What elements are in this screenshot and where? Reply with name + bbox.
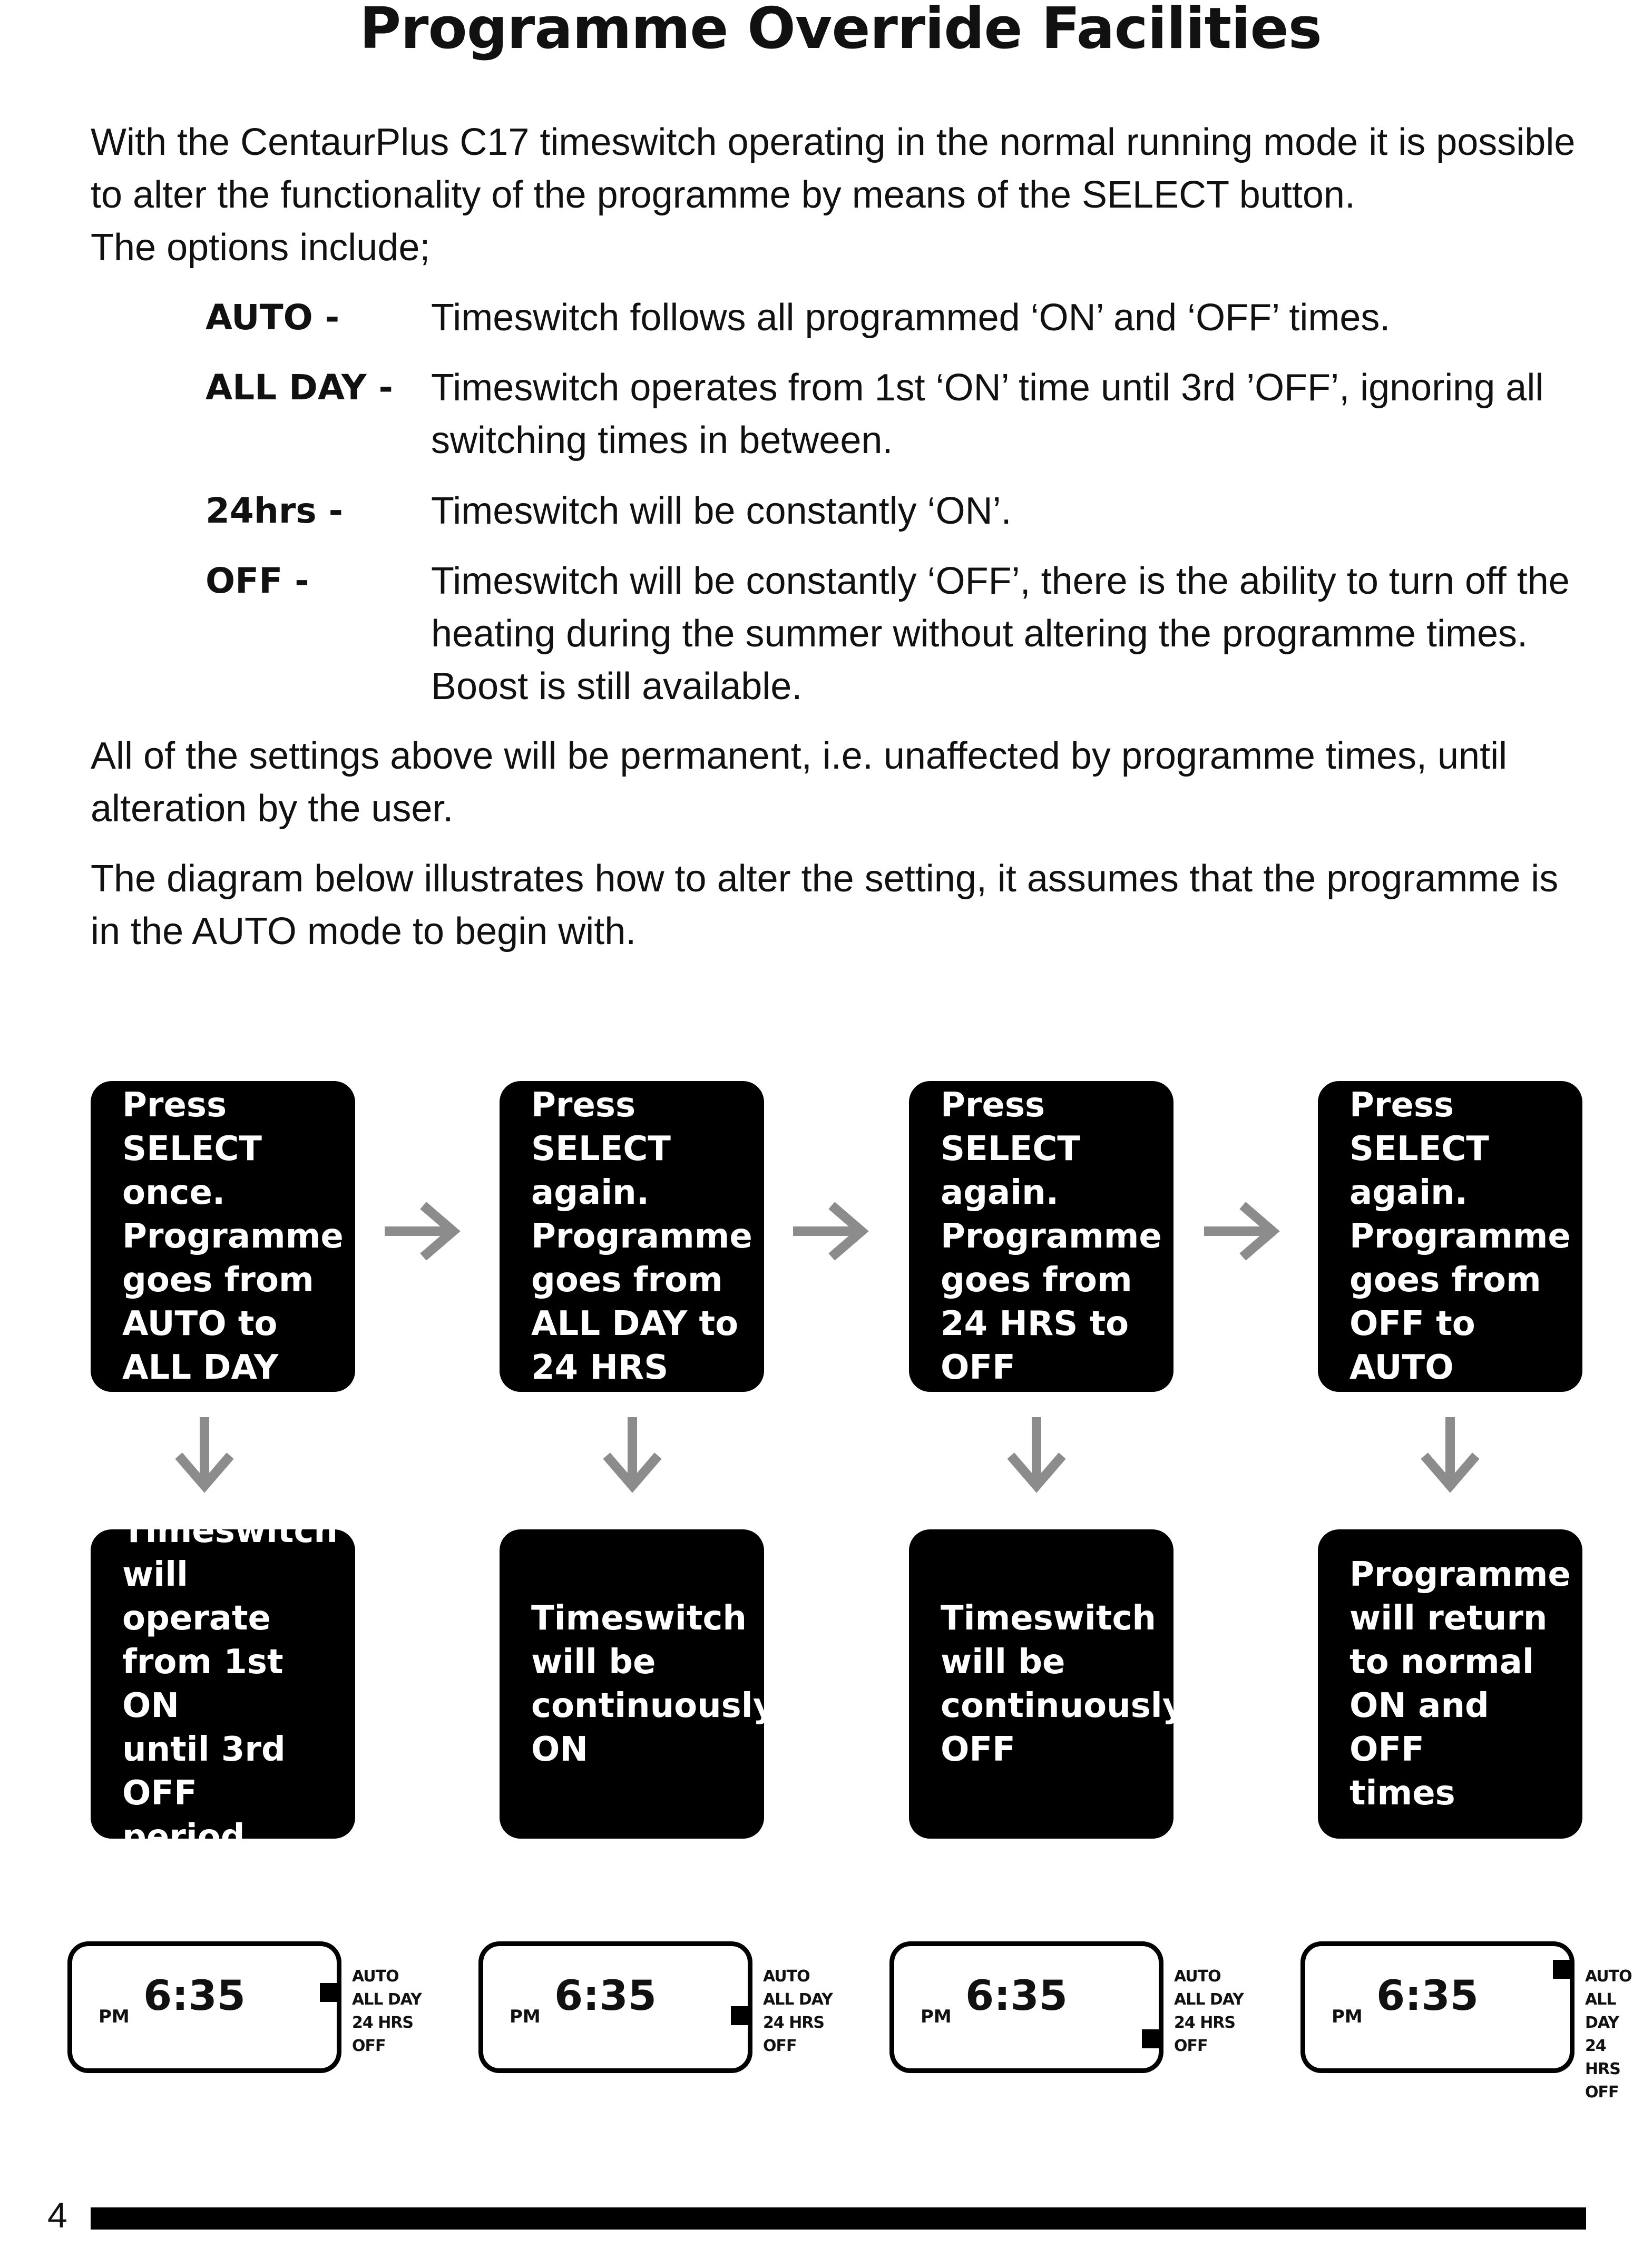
option-term: AUTO - [206, 297, 340, 338]
arrow-right-icon [793, 1202, 872, 1260]
mode-label: AUTO [352, 1967, 399, 1986]
lcd-display-2 [478, 1941, 752, 2073]
lcd-display-1 [67, 1941, 341, 2073]
arrow-down-icon [1421, 1417, 1479, 1496]
lcd-time: 6:35 [965, 1972, 1068, 2020]
result-text: Timeswitch will be continuously ON [531, 1598, 775, 1769]
action-text: Press SELECT once. Programme goes from AUTO to ALL DAY [122, 1085, 344, 1387]
action-box-3 [909, 1081, 1173, 1392]
option-description: Timeswitch will be constantly ‘ON’. [431, 490, 1012, 532]
action-text: Press SELECT again. Programme goes from OFF to AUTO [1349, 1085, 1571, 1387]
arrow-down-icon [603, 1417, 661, 1496]
mode-label: ALL DAY [763, 1990, 833, 2009]
action-text: Press SELECT again. Programme goes from 24 HRS to OFF [941, 1085, 1162, 1387]
result-box-4 [1318, 1529, 1582, 1839]
lcd-display-4 [1300, 1941, 1574, 2073]
permanent-note: All of the settings above will be permanent, i.e. unaffected by programme times, until alteration by the user. [91, 735, 1508, 830]
mode-label: OFF [352, 2037, 386, 2055]
lcd-display-3 [889, 1941, 1163, 2073]
mode-marker [320, 1983, 339, 2002]
option-term: 24hrs - [206, 490, 344, 531]
arrow-right-icon [1204, 1202, 1283, 1260]
result-text: Timeswitch will operate from 1st ON until 3rd OFF period [122, 1511, 338, 1857]
action-box-1 [91, 1081, 355, 1392]
intro-line-2: to alter the functionality of the programme by means of the SELECT button. [91, 174, 1355, 216]
mode-label: ALL DAY [352, 1990, 422, 2009]
mode-label: AUTO [1585, 1967, 1632, 1986]
lcd-time: 6:35 [1376, 1972, 1479, 2020]
option-description: Timeswitch operates from 1st ‘ON’ time until 3rd ’OFF’, ignoring all switching times in between. [431, 367, 1544, 462]
option-term: ALL DAY - [206, 367, 393, 408]
mode-label: ALL DAY [1585, 1990, 1619, 2032]
page-number: 4 [47, 2195, 67, 2235]
mode-label: AUTO [1174, 1967, 1221, 1986]
mode-label: 24 HRS [1174, 2014, 1236, 2032]
arrow-down-icon [1008, 1417, 1065, 1496]
diagram-note: The diagram below illustrates how to alter the setting, it assumes that the programme is in the AUTO mode to begin with. [91, 858, 1559, 953]
action-box-2 [500, 1081, 764, 1392]
intro-paragraph [91, 116, 1598, 274]
lcd-period: PM [510, 2006, 541, 2027]
lcd-period: PM [1332, 2006, 1363, 2027]
lcd-time: 6:35 [143, 1972, 246, 2020]
mode-label: OFF [1174, 2037, 1208, 2055]
mode-label: OFF [1585, 2083, 1619, 2102]
mode-label: OFF [763, 2037, 797, 2055]
mode-list-4 [1585, 1965, 1643, 2104]
action-text: Press SELECT again. Programme goes from ALL DAY to 24 HRS [531, 1085, 752, 1387]
intro-line-3: The options include; [91, 227, 431, 269]
footer-bar [91, 2207, 1586, 2230]
arrow-right-icon [385, 1202, 464, 1260]
mode-label: AUTO [763, 1967, 810, 1986]
mode-list-3 [1174, 1965, 1244, 2058]
option-term: OFF - [206, 561, 309, 601]
mode-marker [1553, 1960, 1572, 1979]
page-title: Programme Override Facilities [359, 0, 1322, 62]
mode-marker [731, 2006, 750, 2025]
lcd-time: 6:35 [554, 1972, 657, 2020]
result-box-2 [500, 1529, 775, 1839]
lcd-period: PM [99, 2006, 130, 2027]
result-text: Programme will return to normal ON and OFF times [1349, 1555, 1571, 1813]
option-description: Timeswitch will be constantly ‘OFF’, there is the ability to turn off the heating during the summer without altering the programme times. Boost is still available. [431, 560, 1570, 708]
action-box-4 [1318, 1081, 1582, 1392]
mode-marker [1142, 2029, 1161, 2048]
result-box-3 [909, 1529, 1185, 1839]
result-box-1 [91, 1511, 355, 1857]
arrow-down-icon [175, 1417, 233, 1496]
option-description: Timeswitch follows all programmed ‘ON’ and ‘OFF’ times. [431, 297, 1391, 339]
intro-line-1: With the CentaurPlus C17 timeswitch operating in the normal running mode it is possible [91, 121, 1576, 163]
mode-label: 24 HRS [352, 2014, 414, 2032]
result-text: Timeswitch will be continuously OFF [941, 1598, 1185, 1769]
mode-label: 24 HRS [1585, 2037, 1620, 2078]
mode-label: ALL DAY [1174, 1990, 1244, 2009]
mode-label: 24 HRS [763, 2014, 825, 2032]
mode-list-2 [763, 1965, 833, 2058]
lcd-period: PM [921, 2006, 952, 2027]
mode-list-1 [352, 1965, 422, 2058]
